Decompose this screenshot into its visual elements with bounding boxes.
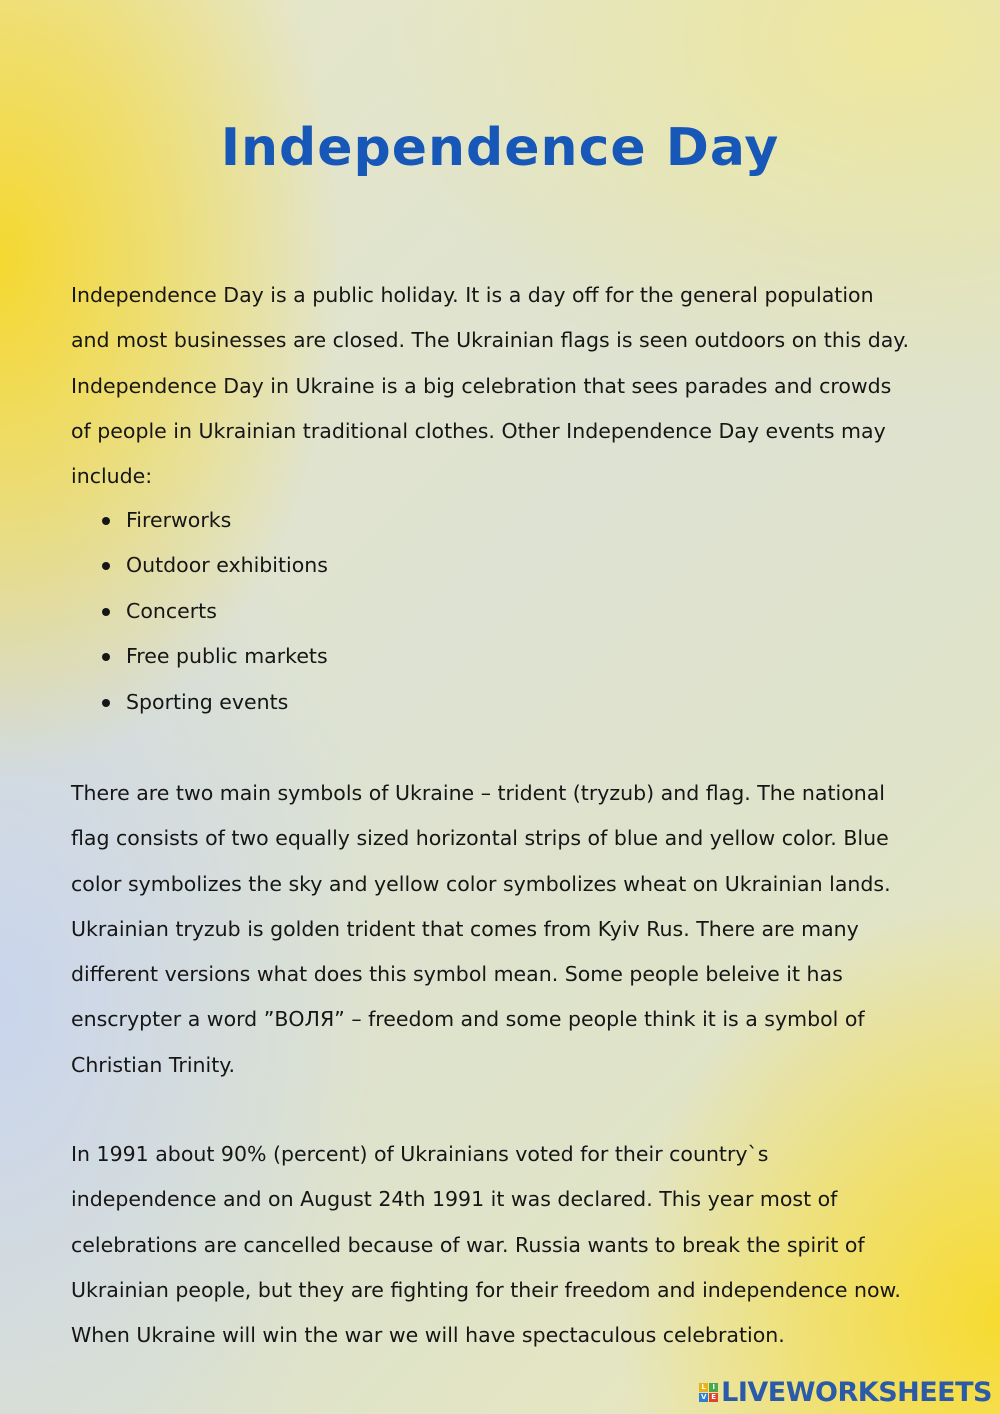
list-item-label: Sporting events: [126, 689, 289, 714]
logo-letter: E: [709, 1393, 718, 1402]
list-item-label: Firerworks: [126, 508, 232, 532]
text-line: different versions what does this symbol mean. Some people beleive it has: [71, 962, 843, 987]
logo-letter: L: [699, 1383, 708, 1392]
text-line: When Ukraine will win the war we will have spectaculous celebration.: [71, 1323, 785, 1348]
bullet-icon: [102, 608, 110, 616]
text-line: There are two main symbols of Ukraine – trident (tryzub) and flag. The national: [71, 781, 885, 805]
bullet-icon: [102, 517, 110, 525]
events-list: [100, 498, 328, 725]
bullet-icon: [102, 653, 110, 661]
list-item-label: Free public markets: [126, 644, 328, 669]
page-title: Independence Day: [220, 118, 780, 178]
watermark-text: LIVEWORKSHEETS: [721, 1377, 992, 1408]
text-line: flag consists of two equally sized horizontal strips of blue and yellow color. Blue: [71, 826, 889, 851]
logo-letter: V: [700, 1393, 707, 1401]
list-item: [100, 634, 328, 679]
text-line: Independence Day in Ukraine is a big celebration that sees parades and crowds: [71, 373, 892, 398]
text-line: Ukrainian people, but they are fighting for their freedom and independence now.: [71, 1277, 901, 1302]
text-line: Christian Trinity.: [71, 1052, 235, 1077]
text-line: of people in Ukrainian traditional clothes. Other Independence Day events may: [71, 418, 886, 443]
text-line: In 1991 about 90% (percent) of Ukrainians voted for their country`s: [71, 1142, 769, 1166]
list-item: [100, 498, 328, 543]
text-line: celebrations are cancelled because of war. Russia wants to break the spirit of: [71, 1232, 865, 1257]
bullet-icon: [102, 699, 110, 707]
text-line: independence and on August 24th 1991 it was declared. This year most of: [71, 1187, 838, 1212]
list-item-label: Concerts: [126, 598, 217, 623]
paragraph-history: [71, 1132, 954, 1358]
list-item: [100, 680, 328, 725]
paragraph-symbols: [71, 771, 954, 1088]
text-line: include:: [71, 464, 153, 489]
list-item-label: Outdoor exhibitions: [126, 553, 328, 578]
list-item: [100, 589, 328, 634]
text-line: color symbolizes the sky and yellow color symbolizes wheat on Ukrainian lands.: [71, 871, 891, 896]
paragraph-intro: [71, 273, 954, 499]
text-line: and most businesses are closed. The Ukrainian flags is seen outdoors on this day.: [71, 328, 910, 353]
list-item: [100, 543, 328, 588]
liveworksheets-logo-icon: [699, 1383, 718, 1402]
text-line: Ukrainian tryzub is golden trident that comes from Kyiv Rus. There are many: [71, 916, 859, 941]
text-line: Independence Day is a public holiday. It is a day off for the general population: [71, 283, 874, 307]
logo-letter: I: [709, 1383, 718, 1392]
liveworksheets-watermark[interactable]: [699, 1377, 992, 1408]
text-line: enscrypter a word ”ВОЛЯ” – freedom and some people think it is a symbol of: [71, 1007, 865, 1032]
bullet-icon: [102, 562, 110, 570]
